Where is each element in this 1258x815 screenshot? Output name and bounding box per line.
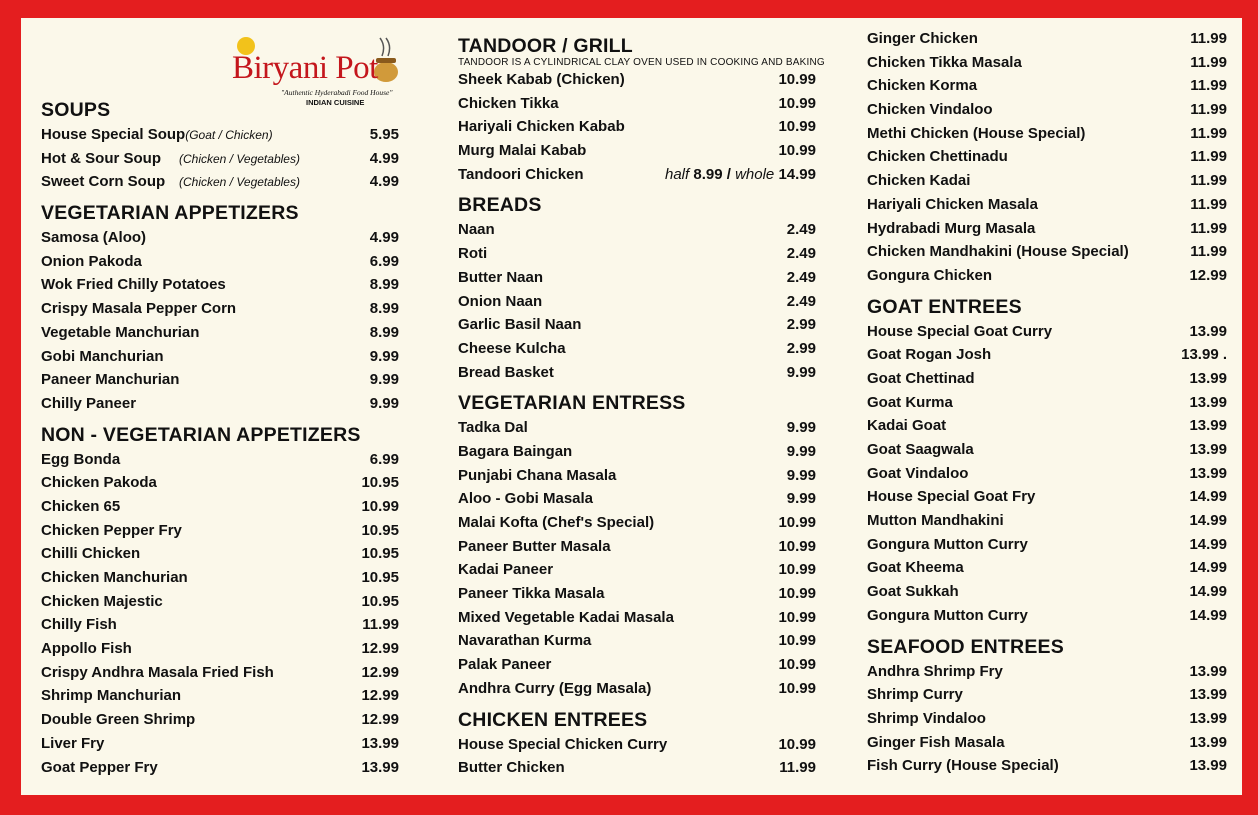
item-name: Tadka Dal — [458, 419, 528, 437]
item-price: 10.95 — [361, 545, 399, 563]
menu-item — [41, 273, 399, 297]
menu-item — [458, 464, 816, 488]
item-price: 13.99 — [1189, 662, 1227, 680]
menu-item — [41, 732, 399, 756]
item-name: Kadai Goat — [867, 417, 947, 435]
item-price: 11.99 — [1190, 53, 1227, 71]
menu-item — [867, 51, 1227, 75]
whole-label: whole — [735, 165, 775, 183]
item-name: Ginger Chicken — [867, 30, 978, 47]
item-price: 8.99 — [369, 276, 399, 294]
menu-item — [458, 361, 816, 385]
item-price: 11.99 — [1190, 195, 1227, 213]
item-name: Goat Vindaloo — [867, 464, 969, 482]
item-name: House Special Chicken Curry — [458, 735, 668, 753]
item-price: 2.49 — [786, 292, 816, 310]
menu-item — [458, 266, 816, 290]
menu-item — [41, 566, 399, 590]
item-price: 13.99 — [1189, 417, 1227, 435]
section-title: TANDOOR / GRILL — [458, 35, 633, 57]
item-name: Chicken Tikka — [458, 94, 559, 112]
item-price: 10.99 — [778, 514, 816, 531]
menu-item — [867, 320, 1227, 344]
menu-item — [458, 218, 816, 242]
item-price: 12.99 — [361, 640, 399, 658]
menu-section — [458, 33, 825, 186]
item-price: 10.99 — [778, 632, 816, 650]
item-price: 14.99 — [1189, 512, 1227, 530]
menu-item — [867, 122, 1227, 146]
item-price: 11.99 — [1190, 219, 1227, 237]
item-name: Double Green Shrimp — [41, 711, 196, 729]
item-price: 13.99 — [1189, 322, 1227, 340]
brand-logo — [226, 26, 426, 107]
menu-item — [41, 637, 399, 661]
menu-item — [41, 684, 399, 708]
item-name: Onion Naan — [458, 292, 543, 310]
menu-item — [458, 337, 816, 361]
menu-item — [867, 485, 1227, 509]
item-name: Goat Kurma — [867, 393, 953, 411]
item-name: Butter Naan — [458, 268, 544, 286]
item-price: 6.99 — [369, 252, 399, 270]
menu-item — [41, 471, 399, 495]
item-name: Gobi Manchurian — [41, 347, 164, 365]
menu-item — [458, 163, 816, 187]
item-name: Chicken Korma — [867, 77, 978, 95]
menu-item — [458, 653, 816, 677]
item-name: Chilli Chicken — [41, 545, 141, 563]
item-price: 2.99 — [786, 316, 816, 334]
item-price: 9.99 — [369, 347, 399, 365]
item-name: Paneer Manchurian — [41, 371, 180, 389]
brand-cuisine: INDIAN CUISINE — [306, 98, 365, 107]
menu-section — [458, 707, 816, 780]
item-price: 12.99 — [361, 711, 399, 729]
section-title: SOUPS — [41, 99, 111, 121]
item-price: 10.99 — [778, 585, 816, 603]
menu-section — [41, 97, 399, 194]
menu-section — [458, 192, 816, 384]
menu-item — [458, 115, 816, 139]
menu-item — [458, 139, 816, 163]
item-price: 4.99 — [369, 173, 399, 191]
item-price-options — [665, 163, 816, 187]
menu-item — [867, 217, 1227, 241]
menu-item — [41, 321, 399, 345]
item-name: Mixed Vegetable Kadai Masala — [458, 608, 674, 626]
half-price: 8.99 — [693, 165, 723, 183]
item-price: 11.99 — [1190, 30, 1227, 47]
item-name: House Special Goat Fry — [867, 488, 1036, 506]
item-name: Methi Chicken (House Special) — [867, 124, 1086, 142]
menu-item — [458, 92, 816, 116]
menu-item — [867, 27, 1227, 51]
menu-item — [458, 290, 816, 314]
item-name: Crispy Andhra Masala Fried Fish — [41, 663, 274, 681]
menu-item — [41, 661, 399, 685]
item-name: Onion Pakoda — [41, 252, 142, 270]
menu-item — [867, 683, 1227, 707]
item-name: Gongura Chicken — [867, 266, 993, 284]
item-price: 10.95 — [361, 569, 399, 586]
item-price: 13.99 — [1189, 441, 1227, 458]
section-title: BREADS — [458, 194, 542, 217]
menu-item — [458, 416, 816, 440]
menu-item — [41, 590, 399, 614]
item-name: Butter Chicken — [458, 759, 565, 777]
item-name: Paneer Butter Masala — [458, 537, 611, 555]
item-name: Cheese Kulcha — [458, 339, 566, 357]
item-name: Chicken Majestic — [41, 592, 163, 610]
item-price: 11.99 — [1190, 124, 1227, 142]
section-title: NON - VEGETARIAN APPETIZERS — [41, 423, 361, 446]
item-name: Sheek Kabab (Chicken) — [458, 71, 625, 88]
column-1 — [41, 97, 399, 779]
item-price: 14.99 — [1189, 535, 1227, 553]
item-note: (Goat / Chicken) — [185, 128, 273, 142]
item-price: 14.99 — [1189, 606, 1227, 624]
item-name: Crispy Masala Pepper Corn — [41, 300, 237, 318]
menu-item — [41, 123, 399, 147]
menu-item — [458, 677, 816, 701]
menu-item — [458, 606, 816, 630]
menu-item — [41, 250, 399, 274]
menu-item — [867, 169, 1227, 193]
price-separator: / — [722, 165, 736, 183]
item-price: 13.99 — [1189, 393, 1227, 411]
half-label: half — [665, 165, 690, 183]
menu-section — [458, 390, 816, 700]
item-name: Goat Chettinad — [867, 369, 975, 387]
menu-item — [458, 242, 816, 266]
item-price: 12.99 — [361, 687, 399, 705]
section-title: SEAFOOD ENTREES — [867, 635, 1064, 658]
item-name: Chicken Vindaloo — [867, 101, 993, 119]
item-price: 14.99 — [1189, 559, 1227, 577]
menu-item — [458, 629, 816, 653]
menu-item — [867, 556, 1227, 580]
item-price: 5.95 — [369, 126, 399, 143]
menu-item — [458, 582, 816, 606]
menu-item — [41, 542, 399, 566]
item-price: 11.99 — [1190, 172, 1227, 190]
menu-item — [867, 98, 1227, 122]
item-name: Palak Paneer — [458, 656, 552, 674]
item-price: 14.99 — [1189, 583, 1227, 601]
item-price: 13.99 — [1189, 464, 1227, 482]
item-name: Chicken 65 — [41, 497, 121, 515]
item-price: 13.99 — [1189, 709, 1227, 727]
menu-item — [458, 733, 816, 757]
item-price: 9.99 — [786, 442, 816, 460]
menu-item — [41, 392, 399, 416]
menu-item — [458, 487, 816, 511]
item-name: Chicken Pakoda — [41, 474, 157, 492]
section-title: VEGETARIAN APPETIZERS — [41, 202, 299, 225]
item-price: 2.49 — [786, 268, 816, 286]
item-name: Shrimp Manchurian — [41, 687, 182, 705]
item-price: 10.99 — [361, 497, 399, 515]
item-name: Malai Kofta (Chef's Special) — [458, 514, 655, 531]
item-price: 13.99 — [1189, 686, 1227, 704]
item-name: Gongura Mutton Curry — [867, 535, 1028, 553]
item-price: 9.99 — [369, 394, 399, 412]
item-price: 2.49 — [786, 245, 816, 263]
item-name: Paneer Tikka Masala — [458, 585, 605, 603]
item-name: Ginger Fish Masala — [867, 733, 1005, 751]
item-price: 12.99 — [361, 663, 399, 681]
item-name: Egg Bonda — [41, 450, 121, 468]
item-price: 13.99 — [1189, 757, 1227, 775]
item-name: Chilly Paneer — [41, 394, 137, 412]
item-name: Punjabi Chana Masala — [458, 466, 617, 484]
item-name: Goat Sukkah — [867, 583, 959, 601]
item-name: Murg Malai Kabab — [458, 142, 587, 160]
item-price: 11.99 — [1190, 77, 1227, 95]
item-price: 11.99 — [1190, 101, 1227, 119]
item-name: Goat Saagwala — [867, 441, 974, 458]
menu-item — [41, 495, 399, 519]
menu-item — [867, 343, 1227, 367]
item-price: 12.99 — [1189, 266, 1227, 284]
menu-item — [458, 535, 816, 559]
menu-item — [41, 368, 399, 392]
menu-item — [867, 754, 1227, 778]
item-name: Shrimp Curry — [867, 686, 963, 704]
item-name: Mutton Mandhakini — [867, 512, 1004, 530]
menu-item — [458, 68, 816, 92]
item-note: (Chicken / Vegetables) — [179, 151, 300, 166]
item-price: 10.99 — [778, 561, 816, 579]
item-name: Hariyali Chicken Masala — [867, 195, 1038, 213]
item-price: 10.99 — [778, 142, 816, 160]
menu-item — [867, 580, 1227, 604]
section-title: GOAT ENTREES — [867, 295, 1022, 318]
item-price: 13.99 — [1189, 369, 1227, 387]
item-name: Chicken Pepper Fry — [41, 521, 182, 539]
menu-item — [867, 533, 1227, 557]
item-name: Chicken Tikka Masala — [867, 53, 1022, 71]
item-name: House Special Soup — [41, 126, 186, 143]
item-price: 6.99 — [369, 450, 399, 468]
item-name: Navarathan Kurma — [458, 632, 592, 650]
item-price: 10.95 — [361, 474, 399, 492]
menu-item — [867, 193, 1227, 217]
item-name: Wok Fried Chilly Potatoes — [41, 276, 226, 294]
item-name: House Special Goat Curry — [867, 322, 1053, 340]
item-price: 10.99 — [778, 94, 816, 112]
menu-section — [867, 634, 1227, 778]
menu-item — [867, 660, 1227, 684]
item-price: 9.99 — [786, 490, 816, 508]
menu-item — [867, 240, 1227, 264]
menu-item — [41, 519, 399, 543]
menu-item — [458, 440, 816, 464]
item-price: 11.99 — [1190, 243, 1227, 261]
item-name: Gongura Mutton Curry — [867, 606, 1028, 624]
item-price: 10.99 — [778, 71, 816, 88]
menu-item — [458, 511, 816, 535]
item-name: Aloo - Gobi Masala — [458, 490, 594, 508]
menu-item — [867, 367, 1227, 391]
item-name: Hydrabadi Murg Masala — [867, 219, 1036, 237]
item-price: 10.95 — [361, 592, 399, 610]
item-price: 4.99 — [369, 229, 399, 247]
brand-name: Biryani Pot — [232, 50, 378, 86]
item-name: Kadai Paneer — [458, 561, 554, 579]
item-name: Chicken Kadai — [867, 172, 971, 190]
menu-item — [41, 297, 399, 321]
item-price: 10.95 — [361, 521, 399, 539]
item-name: Tandoori Chicken — [458, 165, 584, 183]
item-name: Andhra Shrimp Fry — [867, 662, 1003, 680]
item-price: 13.99 — [1189, 733, 1227, 751]
item-name: Hot & Sour Soup — [41, 149, 161, 167]
item-price: 9.99 — [369, 371, 399, 389]
menu-item — [867, 264, 1227, 288]
item-name: Sweet Corn Soup — [41, 173, 166, 191]
item-price: 9.99 — [786, 419, 816, 437]
item-name: Shrimp Vindaloo — [867, 709, 986, 727]
menu-item — [867, 414, 1227, 438]
menu-item — [867, 509, 1227, 533]
menu-item — [41, 448, 399, 472]
column-3 — [867, 27, 1227, 778]
brand-tagline: "Authentic Hyderabadi Food House" — [281, 88, 393, 97]
menu-item — [867, 604, 1227, 628]
item-name: Goat Kheema — [867, 559, 964, 577]
item-name: Chilly Fish — [41, 616, 117, 634]
item-price: 14.99 — [1189, 488, 1227, 506]
menu-section — [41, 422, 399, 780]
item-name: Appollo Fish — [41, 640, 132, 658]
whole-price: 14.99 — [778, 165, 816, 183]
menu-item — [41, 756, 399, 780]
section-title: CHICKEN ENTREES — [458, 708, 648, 731]
item-name: Chicken Chettinadu — [867, 148, 1008, 166]
menu-item — [458, 313, 816, 337]
menu-item — [867, 462, 1227, 486]
menu-section — [867, 27, 1227, 288]
item-note: (Chicken / Vegetables) — [179, 175, 300, 190]
item-price: 2.99 — [786, 339, 816, 357]
item-price: 8.99 — [369, 323, 399, 341]
menu-item — [41, 613, 399, 637]
item-price: 8.99 — [369, 300, 399, 318]
item-name: Naan — [458, 221, 495, 239]
item-price: 4.99 — [369, 149, 399, 167]
item-price: 10.99 — [778, 608, 816, 626]
menu-item — [867, 74, 1227, 98]
item-price: 11.99 — [779, 759, 816, 777]
item-name: Vegetable Manchurian — [41, 323, 200, 341]
menu-item — [41, 147, 399, 171]
item-name: Fish Curry (House Special) — [867, 757, 1059, 775]
menu-item — [41, 170, 399, 194]
item-name: Goat Rogan Josh — [867, 346, 992, 364]
item-name: Chicken Manchurian — [41, 569, 188, 586]
item-price: 2.49 — [786, 221, 816, 239]
item-price: 10.99 — [778, 537, 816, 555]
item-price: 11.99 — [362, 616, 399, 634]
section-title: VEGETARIAN ENTRESS — [458, 392, 686, 415]
menu-item — [867, 707, 1227, 731]
item-name: Goat Pepper Fry — [41, 758, 158, 776]
item-price: 13.99 — [361, 734, 399, 752]
item-name: Chicken Mandhakini (House Special) — [867, 243, 1129, 261]
menu-item — [458, 558, 816, 582]
menu-section — [867, 294, 1227, 628]
item-price: 10.99 — [778, 735, 816, 753]
menu-page — [21, 18, 1242, 795]
item-price: 13.99 . — [1181, 346, 1227, 364]
item-name: Liver Fry — [41, 734, 105, 752]
item-name: Samosa (Aloo) — [41, 229, 147, 247]
item-name: Bread Basket — [458, 363, 554, 381]
item-price: 9.99 — [786, 363, 816, 381]
menu-item — [867, 438, 1227, 462]
item-price: 9.99 — [786, 466, 816, 484]
menu-item — [458, 756, 816, 780]
menu-item — [41, 345, 399, 369]
item-name: Garlic Basil Naan — [458, 316, 582, 334]
menu-item — [867, 731, 1227, 755]
menu-item — [867, 145, 1227, 169]
menu-item — [41, 226, 399, 250]
menu-section — [41, 200, 399, 416]
menu-item — [41, 708, 399, 732]
item-price: 13.99 — [361, 758, 399, 776]
item-price: 10.99 — [778, 118, 816, 136]
item-name: Roti — [458, 245, 488, 263]
section-subtitle: TANDOOR IS A CYLINDRICAL CLAY OVEN USED IN COOKING AND BAKING — [458, 57, 825, 68]
item-name: Hariyali Chicken Kabab — [458, 118, 625, 136]
item-name: Bagara Baingan — [458, 442, 573, 460]
item-price: 10.99 — [778, 679, 816, 697]
menu-item — [867, 391, 1227, 415]
item-price: 11.99 — [1190, 148, 1227, 166]
item-name: Andhra Curry (Egg Masala) — [458, 679, 652, 697]
item-price: 10.99 — [778, 656, 816, 674]
column-2 — [458, 33, 825, 780]
